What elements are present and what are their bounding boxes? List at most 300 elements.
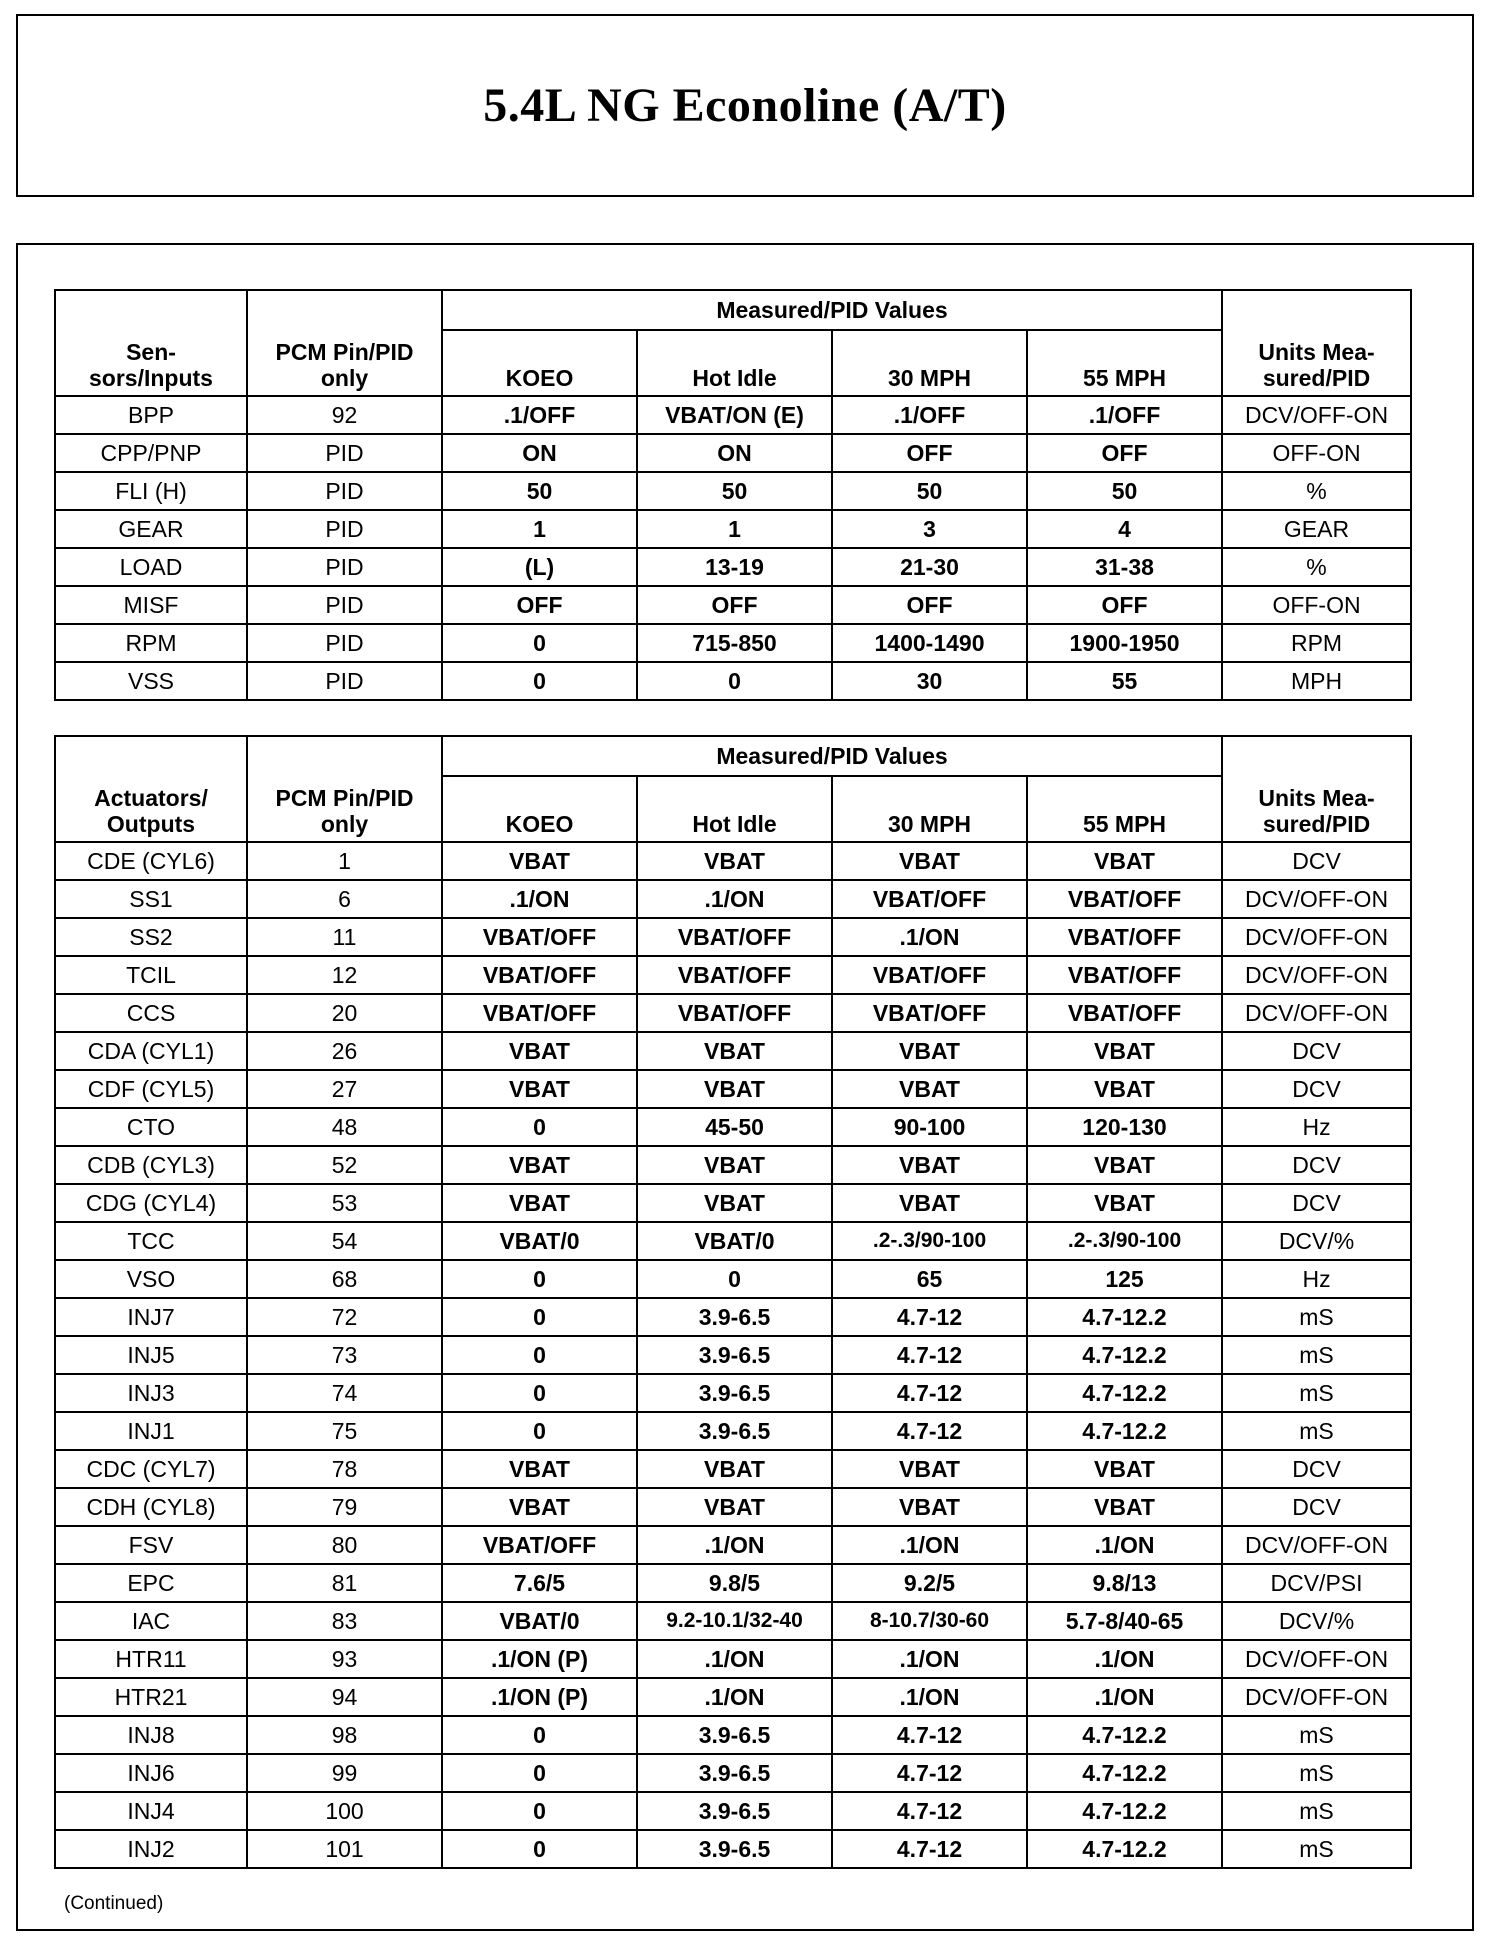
cell-mph30: 4.7-12 (832, 1412, 1027, 1450)
cell-koeo: VBAT/OFF (442, 994, 637, 1032)
cell-units: DCV/OFF-ON (1222, 396, 1411, 434)
cell-mph30: VBAT (832, 1032, 1027, 1070)
cell-hot-idle: VBAT/ON (E) (637, 396, 832, 434)
cell-hot-idle: VBAT/OFF (637, 956, 832, 994)
cell-pin: PID (247, 662, 442, 700)
cell-mph30: 4.7-12 (832, 1754, 1027, 1792)
cell-units: DCV/OFF-ON (1222, 880, 1411, 918)
cell-hot-idle: VBAT (637, 1070, 832, 1108)
cell-mph55: .1/ON (1027, 1640, 1222, 1678)
cell-hot-idle: OFF (637, 586, 832, 624)
table-row (55, 472, 1411, 510)
cell-name: CDH (CYL8) (55, 1488, 247, 1526)
cell-name: INJ6 (55, 1754, 247, 1792)
cell-hot-idle: 3.9-6.5 (637, 1412, 832, 1450)
table-row (55, 1450, 1411, 1488)
header-sensors-inputs: Sen- sors/Inputs (55, 290, 247, 396)
cell-mph55: 4.7-12.2 (1027, 1298, 1222, 1336)
table-row (55, 1526, 1411, 1564)
header-units: Units Mea- sured/PID (1222, 736, 1411, 842)
cell-mph30: 8-10.7/30-60 (832, 1602, 1027, 1640)
table-row (55, 918, 1411, 956)
cell-units: DCV/% (1222, 1602, 1411, 1640)
cell-koeo: VBAT/OFF (442, 956, 637, 994)
cell-mph55: OFF (1027, 434, 1222, 472)
table-row (55, 624, 1411, 662)
cell-koeo: VBAT (442, 1184, 637, 1222)
cell-name: GEAR (55, 510, 247, 548)
cell-mph30: .2-.3/90-100 (832, 1222, 1027, 1260)
cell-units: DCV/% (1222, 1222, 1411, 1260)
cell-mph55: 4.7-12.2 (1027, 1374, 1222, 1412)
cell-units: DCV/PSI (1222, 1564, 1411, 1602)
cell-mph55: VBAT/OFF (1027, 994, 1222, 1032)
cell-units: mS (1222, 1298, 1411, 1336)
cell-pin: 100 (247, 1792, 442, 1830)
cell-hot-idle: 3.9-6.5 (637, 1754, 832, 1792)
cell-mph30: VBAT (832, 1146, 1027, 1184)
cell-name: FSV (55, 1526, 247, 1564)
cell-pin: 80 (247, 1526, 442, 1564)
cell-name: CDB (CYL3) (55, 1146, 247, 1184)
cell-mph55: VBAT (1027, 1184, 1222, 1222)
sensors-table (54, 289, 1412, 701)
table-row (55, 1108, 1411, 1146)
cell-pin: 72 (247, 1298, 442, 1336)
table-row (55, 548, 1411, 586)
continued-note: (Continued) (64, 1893, 164, 1914)
table-row (55, 1412, 1411, 1450)
table-row (55, 396, 1411, 434)
cell-pin: 68 (247, 1260, 442, 1298)
cell-pin: 6 (247, 880, 442, 918)
cell-mph30: VBAT (832, 1070, 1027, 1108)
cell-name: LOAD (55, 548, 247, 586)
table-row (55, 956, 1411, 994)
cell-pin: 83 (247, 1602, 442, 1640)
cell-units: DCV/OFF-ON (1222, 918, 1411, 956)
table-row (55, 1488, 1411, 1526)
cell-hot-idle: VBAT (637, 1450, 832, 1488)
header-koeo: KOEO (442, 330, 637, 396)
cell-koeo: 0 (442, 624, 637, 662)
header-koeo: KOEO (442, 776, 637, 842)
cell-name: CDE (CYL6) (55, 842, 247, 880)
actuators-body (55, 842, 1411, 1868)
cell-name: TCIL (55, 956, 247, 994)
cell-units: Hz (1222, 1108, 1411, 1146)
cell-name: CDG (CYL4) (55, 1184, 247, 1222)
table-row (55, 510, 1411, 548)
cell-hot-idle: 13-19 (637, 548, 832, 586)
table-row (55, 1222, 1411, 1260)
cell-mph55: 50 (1027, 472, 1222, 510)
cell-mph30: OFF (832, 586, 1027, 624)
cell-koeo: VBAT (442, 1488, 637, 1526)
header-55-mph: 55 MPH (1027, 776, 1222, 842)
cell-mph30: 4.7-12 (832, 1374, 1027, 1412)
cell-mph30: OFF (832, 434, 1027, 472)
cell-pin: 92 (247, 396, 442, 434)
cell-units: mS (1222, 1792, 1411, 1830)
cell-koeo: VBAT (442, 1450, 637, 1488)
cell-koeo: VBAT/0 (442, 1222, 637, 1260)
table-row (55, 1754, 1411, 1792)
cell-koeo: 0 (442, 1374, 637, 1412)
cell-mph30: 50 (832, 472, 1027, 510)
cell-units: DCV (1222, 1070, 1411, 1108)
cell-pin: PID (247, 586, 442, 624)
cell-mph30: 9.2/5 (832, 1564, 1027, 1602)
cell-name: INJ1 (55, 1412, 247, 1450)
cell-name: CDF (CYL5) (55, 1070, 247, 1108)
cell-koeo: .1/ON (P) (442, 1640, 637, 1678)
cell-mph30: .1/ON (832, 1678, 1027, 1716)
cell-units: GEAR (1222, 510, 1411, 548)
cell-pin: 1 (247, 842, 442, 880)
cell-mph30: 30 (832, 662, 1027, 700)
cell-hot-idle: VBAT (637, 1032, 832, 1070)
main-box (16, 243, 1474, 1931)
header-pcm-pin: PCM Pin/PID only (247, 290, 442, 396)
cell-units: DCV/OFF-ON (1222, 1526, 1411, 1564)
cell-mph30: .1/ON (832, 1526, 1027, 1564)
table-row (55, 842, 1411, 880)
cell-koeo: .1/ON (442, 880, 637, 918)
cell-koeo: 0 (442, 1830, 637, 1868)
cell-koeo: 0 (442, 1298, 637, 1336)
cell-name: CDC (CYL7) (55, 1450, 247, 1488)
cell-hot-idle: VBAT (637, 1184, 832, 1222)
cell-pin: PID (247, 510, 442, 548)
cell-mph30: VBAT/OFF (832, 880, 1027, 918)
cell-mph55: .1/OFF (1027, 396, 1222, 434)
header-30-mph: 30 MPH (832, 776, 1027, 842)
cell-mph55: OFF (1027, 586, 1222, 624)
cell-mph55: 4.7-12.2 (1027, 1336, 1222, 1374)
cell-mph55: 125 (1027, 1260, 1222, 1298)
cell-mph55: .1/ON (1027, 1526, 1222, 1564)
cell-name: INJ4 (55, 1792, 247, 1830)
cell-hot-idle: 3.9-6.5 (637, 1298, 832, 1336)
table-row (55, 586, 1411, 624)
cell-pin: 54 (247, 1222, 442, 1260)
cell-name: CDA (CYL1) (55, 1032, 247, 1070)
cell-units: % (1222, 472, 1411, 510)
cell-mph55: VBAT (1027, 1146, 1222, 1184)
cell-name: VSS (55, 662, 247, 700)
cell-koeo: VBAT (442, 1070, 637, 1108)
cell-units: DCV (1222, 1146, 1411, 1184)
table-row (55, 1716, 1411, 1754)
cell-hot-idle: 3.9-6.5 (637, 1716, 832, 1754)
header-actuators-outputs: Actuators/ Outputs (55, 736, 247, 842)
cell-units: MPH (1222, 662, 1411, 700)
cell-koeo: VBAT (442, 1032, 637, 1070)
cell-hot-idle: VBAT/OFF (637, 994, 832, 1032)
cell-mph55: VBAT (1027, 1488, 1222, 1526)
cell-koeo: 0 (442, 1336, 637, 1374)
cell-pin: PID (247, 434, 442, 472)
cell-mph55: 4.7-12.2 (1027, 1716, 1222, 1754)
cell-mph30: .1/OFF (832, 396, 1027, 434)
cell-hot-idle: VBAT (637, 1488, 832, 1526)
cell-hot-idle: .1/ON (637, 1526, 832, 1564)
table-row (55, 994, 1411, 1032)
cell-koeo: OFF (442, 586, 637, 624)
table-row (55, 1678, 1411, 1716)
cell-units: mS (1222, 1412, 1411, 1450)
table-row (55, 1336, 1411, 1374)
cell-units: DCV (1222, 1184, 1411, 1222)
cell-hot-idle: VBAT/0 (637, 1222, 832, 1260)
cell-koeo: 1 (442, 510, 637, 548)
cell-hot-idle: 9.8/5 (637, 1564, 832, 1602)
cell-hot-idle: 0 (637, 662, 832, 700)
table-row (55, 1146, 1411, 1184)
header-pcm-pin: PCM Pin/PID only (247, 736, 442, 842)
cell-mph30: 4.7-12 (832, 1336, 1027, 1374)
table-row (55, 434, 1411, 472)
cell-name: INJ7 (55, 1298, 247, 1336)
cell-pin: PID (247, 624, 442, 662)
cell-mph55: 4.7-12.2 (1027, 1792, 1222, 1830)
cell-koeo: .1/ON (P) (442, 1678, 637, 1716)
cell-mph55: VBAT/OFF (1027, 918, 1222, 956)
cell-units: OFF-ON (1222, 434, 1411, 472)
cell-name: INJ3 (55, 1374, 247, 1412)
cell-units: % (1222, 548, 1411, 586)
sensors-body (55, 396, 1411, 700)
cell-hot-idle: .1/ON (637, 1678, 832, 1716)
cell-units: DCV/OFF-ON (1222, 994, 1411, 1032)
cell-pin: 73 (247, 1336, 442, 1374)
cell-pin: 99 (247, 1754, 442, 1792)
table-row (55, 1602, 1411, 1640)
cell-units: mS (1222, 1716, 1411, 1754)
cell-mph55: VBAT/OFF (1027, 880, 1222, 918)
cell-mph55: 55 (1027, 662, 1222, 700)
cell-name: IAC (55, 1602, 247, 1640)
cell-units: DCV (1222, 1488, 1411, 1526)
cell-mph30: 21-30 (832, 548, 1027, 586)
cell-pin: 48 (247, 1108, 442, 1146)
cell-name: BPP (55, 396, 247, 434)
cell-pin: 81 (247, 1564, 442, 1602)
cell-hot-idle: VBAT (637, 1146, 832, 1184)
cell-mph30: 90-100 (832, 1108, 1027, 1146)
cell-mph30: 4.7-12 (832, 1792, 1027, 1830)
cell-mph55: 120-130 (1027, 1108, 1222, 1146)
cell-hot-idle: VBAT/OFF (637, 918, 832, 956)
cell-mph30: 1400-1490 (832, 624, 1027, 662)
cell-mph55: 9.8/13 (1027, 1564, 1222, 1602)
cell-mph30: 4.7-12 (832, 1716, 1027, 1754)
cell-units: Hz (1222, 1260, 1411, 1298)
page-title: 5.4L NG Econoline (A/T) (483, 79, 1007, 132)
cell-name: MISF (55, 586, 247, 624)
header-30-mph: 30 MPH (832, 330, 1027, 396)
header-hot-idle: Hot Idle (637, 330, 832, 396)
cell-hot-idle: ON (637, 434, 832, 472)
cell-koeo: 0 (442, 1754, 637, 1792)
cell-hot-idle: .1/ON (637, 880, 832, 918)
cell-name: HTR21 (55, 1678, 247, 1716)
cell-name: EPC (55, 1564, 247, 1602)
cell-units: mS (1222, 1754, 1411, 1792)
cell-units: DCV/OFF-ON (1222, 1640, 1411, 1678)
cell-mph55: .1/ON (1027, 1678, 1222, 1716)
table-row (55, 1830, 1411, 1868)
cell-name: CTO (55, 1108, 247, 1146)
cell-mph30: 4.7-12 (832, 1830, 1027, 1868)
cell-name: SS1 (55, 880, 247, 918)
cell-name: CCS (55, 994, 247, 1032)
cell-pin: 98 (247, 1716, 442, 1754)
cell-pin: 78 (247, 1450, 442, 1488)
cell-pin: 79 (247, 1488, 442, 1526)
cell-name: RPM (55, 624, 247, 662)
cell-mph55: VBAT/OFF (1027, 956, 1222, 994)
cell-name: INJ5 (55, 1336, 247, 1374)
cell-pin: 52 (247, 1146, 442, 1184)
cell-koeo: 0 (442, 1792, 637, 1830)
cell-pin: 101 (247, 1830, 442, 1868)
cell-name: VSO (55, 1260, 247, 1298)
cell-units: DCV (1222, 1450, 1411, 1488)
table-row (55, 1564, 1411, 1602)
cell-hot-idle: .1/ON (637, 1640, 832, 1678)
cell-pin: 27 (247, 1070, 442, 1108)
cell-mph30: VBAT/OFF (832, 994, 1027, 1032)
cell-hot-idle: 0 (637, 1260, 832, 1298)
table-row (55, 1792, 1411, 1830)
cell-mph55: VBAT (1027, 842, 1222, 880)
cell-name: INJ2 (55, 1830, 247, 1868)
cell-units: DCV/OFF-ON (1222, 1678, 1411, 1716)
cell-hot-idle: 50 (637, 472, 832, 510)
cell-koeo: 0 (442, 1108, 637, 1146)
cell-hot-idle: 45-50 (637, 1108, 832, 1146)
cell-name: HTR11 (55, 1640, 247, 1678)
cell-hot-idle: 1 (637, 510, 832, 548)
cell-mph30: .1/ON (832, 1640, 1027, 1678)
header-55-mph: 55 MPH (1027, 330, 1222, 396)
cell-mph55: VBAT (1027, 1032, 1222, 1070)
cell-pin: PID (247, 548, 442, 586)
cell-koeo: 0 (442, 1260, 637, 1298)
cell-name: INJ8 (55, 1716, 247, 1754)
cell-pin: 93 (247, 1640, 442, 1678)
cell-hot-idle: 9.2-10.1/32-40 (637, 1602, 832, 1640)
cell-units: mS (1222, 1374, 1411, 1412)
cell-pin: 75 (247, 1412, 442, 1450)
header-units: Units Mea- sured/PID (1222, 290, 1411, 396)
cell-mph30: VBAT (832, 842, 1027, 880)
cell-name: TCC (55, 1222, 247, 1260)
cell-hot-idle: 3.9-6.5 (637, 1336, 832, 1374)
cell-koeo: 0 (442, 1412, 637, 1450)
table-row (55, 1032, 1411, 1070)
cell-koeo: VBAT (442, 842, 637, 880)
cell-units: DCV (1222, 842, 1411, 880)
cell-mph30: 4.7-12 (832, 1298, 1027, 1336)
table-row (55, 1298, 1411, 1336)
table-row (55, 1184, 1411, 1222)
cell-mph30: VBAT (832, 1488, 1027, 1526)
cell-koeo: VBAT/0 (442, 1602, 637, 1640)
cell-mph30: 3 (832, 510, 1027, 548)
cell-koeo: 50 (442, 472, 637, 510)
cell-mph30: .1/ON (832, 918, 1027, 956)
cell-hot-idle: 715-850 (637, 624, 832, 662)
table-row (55, 1260, 1411, 1298)
cell-mph55: 4.7-12.2 (1027, 1830, 1222, 1868)
cell-name: SS2 (55, 918, 247, 956)
header-measured-pid-values: Measured/PID Values (442, 290, 1222, 330)
cell-mph55: VBAT (1027, 1450, 1222, 1488)
cell-pin: 12 (247, 956, 442, 994)
table-row (55, 662, 1411, 700)
table-row (55, 1640, 1411, 1678)
table-row (55, 880, 1411, 918)
cell-name: CPP/PNP (55, 434, 247, 472)
cell-pin: 74 (247, 1374, 442, 1412)
cell-koeo: 0 (442, 662, 637, 700)
cell-koeo: VBAT/OFF (442, 1526, 637, 1564)
cell-units: RPM (1222, 624, 1411, 662)
cell-mph30: VBAT (832, 1184, 1027, 1222)
cell-pin: 53 (247, 1184, 442, 1222)
cell-mph55: VBAT (1027, 1070, 1222, 1108)
cell-pin: 26 (247, 1032, 442, 1070)
cell-mph55: 5.7-8/40-65 (1027, 1602, 1222, 1640)
cell-koeo: (L) (442, 548, 637, 586)
cell-hot-idle: 3.9-6.5 (637, 1830, 832, 1868)
cell-hot-idle: VBAT (637, 842, 832, 880)
table-row (55, 1070, 1411, 1108)
actuators-table (54, 735, 1412, 1869)
cell-mph30: 65 (832, 1260, 1027, 1298)
cell-name: FLI (H) (55, 472, 247, 510)
cell-units: mS (1222, 1336, 1411, 1374)
cell-mph55: 31-38 (1027, 548, 1222, 586)
cell-units: OFF-ON (1222, 586, 1411, 624)
cell-units: DCV/OFF-ON (1222, 956, 1411, 994)
cell-mph55: 4.7-12.2 (1027, 1754, 1222, 1792)
cell-koeo: 7.6/5 (442, 1564, 637, 1602)
header-measured-pid-values: Measured/PID Values (442, 736, 1222, 776)
cell-mph30: VBAT (832, 1450, 1027, 1488)
title-box (16, 14, 1474, 197)
cell-pin: PID (247, 472, 442, 510)
cell-pin: 20 (247, 994, 442, 1032)
cell-koeo: VBAT/OFF (442, 918, 637, 956)
table-row (55, 1374, 1411, 1412)
cell-pin: 11 (247, 918, 442, 956)
cell-mph55: 4.7-12.2 (1027, 1412, 1222, 1450)
cell-pin: 94 (247, 1678, 442, 1716)
cell-koeo: VBAT (442, 1146, 637, 1184)
cell-mph30: VBAT/OFF (832, 956, 1027, 994)
cell-mph55: .2-.3/90-100 (1027, 1222, 1222, 1260)
cell-koeo: ON (442, 434, 637, 472)
cell-units: DCV (1222, 1032, 1411, 1070)
header-hot-idle: Hot Idle (637, 776, 832, 842)
cell-mph55: 1900-1950 (1027, 624, 1222, 662)
cell-hot-idle: 3.9-6.5 (637, 1374, 832, 1412)
cell-mph55: 4 (1027, 510, 1222, 548)
